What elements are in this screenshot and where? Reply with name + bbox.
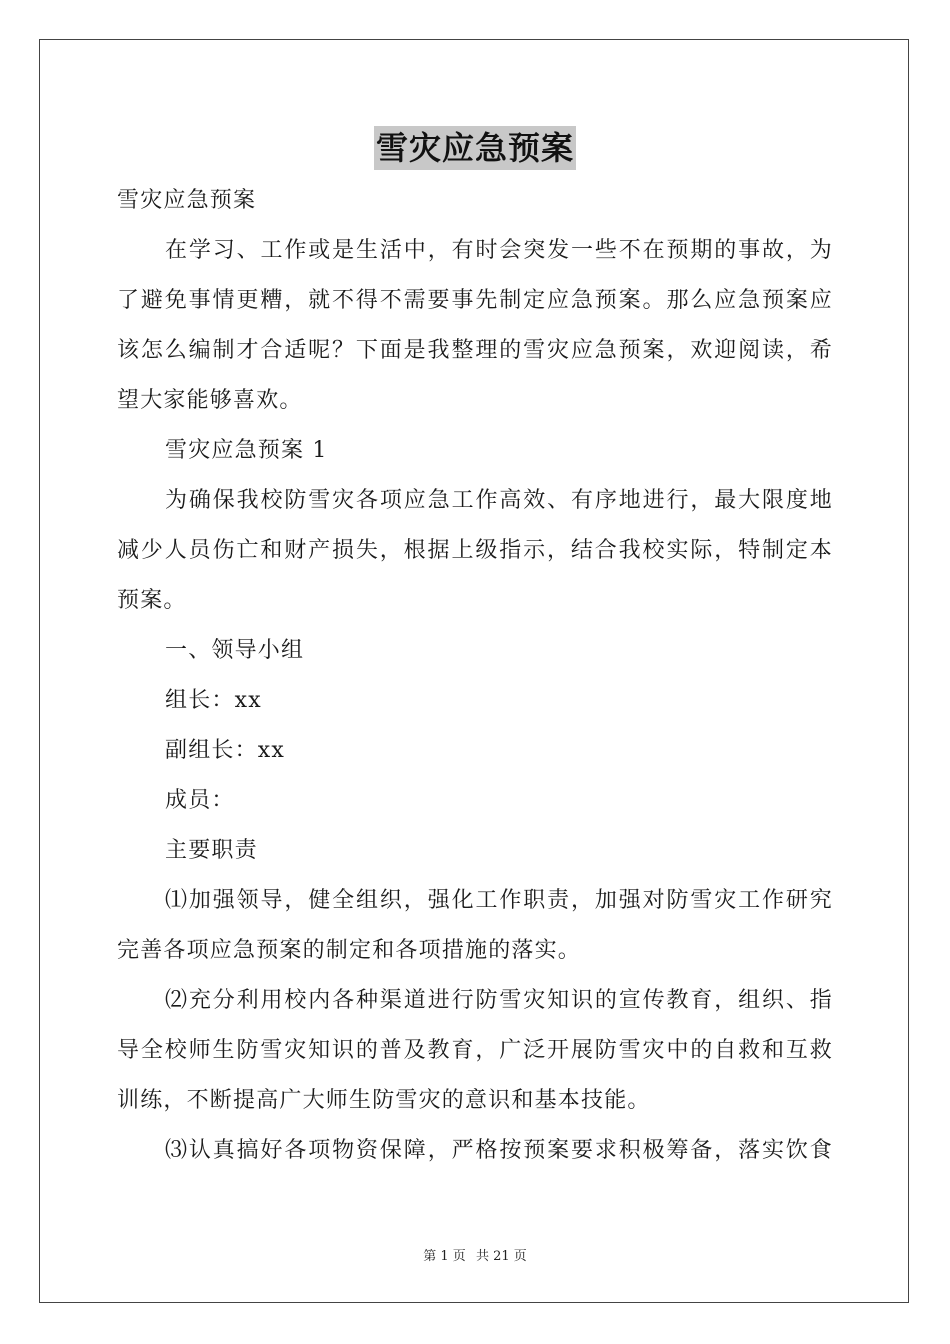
leader-line: 组长：xx: [165, 688, 262, 713]
members-line: 成员：: [165, 788, 235, 813]
section-heading: 雪灾应急预案 1: [165, 438, 328, 463]
body-line: 训练，不断提高广大师生防雪灾的意识和基本技能。: [117, 1088, 651, 1113]
page-number: 第 1 页: [423, 1249, 466, 1264]
body-line: 减少人员伤亡和财产损失，根据上级指示，结合我校实际，特制定本: [117, 538, 833, 563]
body-line: 望大家能够喜欢。: [117, 388, 303, 413]
page-total: 共 21 页: [475, 1249, 527, 1264]
document-body: [117, 176, 833, 1176]
body-line: 预案。: [117, 588, 187, 613]
deputy-leader-line: 副组长：xx: [165, 738, 286, 763]
title-container: [0, 126, 950, 170]
body-line: 在学习、工作或是生活中，有时会突发一些不在预期的事故，为: [165, 238, 833, 263]
body-line: ⑵充分利用校内各种渠道进行防雪灾知识的宣传教育，组织、指: [165, 988, 833, 1013]
body-line: ⑴加强领导，健全组织，强化工作职责，加强对防雪灾工作研究: [165, 888, 833, 913]
body-line: ⑶认真搞好各项物资保障，严格按预案要求积极筹备，落实饮食: [165, 1138, 833, 1163]
body-line: 完善各项应急预案的制定和各项措施的落实。: [117, 938, 582, 963]
body-line: 该怎么编制才合适呢？下面是我整理的雪灾应急预案，欢迎阅读，希: [117, 338, 833, 363]
page-footer: [0, 1245, 950, 1264]
subsection-heading: 一、领导小组: [165, 638, 305, 663]
body-line: 导全校师生防雪灾知识的普及教育，广泛开展防雪灾中的自救和互救: [117, 1038, 833, 1063]
body-line: 了避免事情更糟，就不得不需要事先制定应急预案。那么应急预案应: [117, 288, 833, 313]
body-line: 雪灾应急预案: [117, 188, 257, 213]
document-title: 雪灾应急预案: [374, 126, 576, 170]
subsection-heading: 主要职责: [165, 838, 258, 863]
body-line: 为确保我校防雪灾各项应急工作高效、有序地进行，最大限度地: [165, 488, 833, 513]
